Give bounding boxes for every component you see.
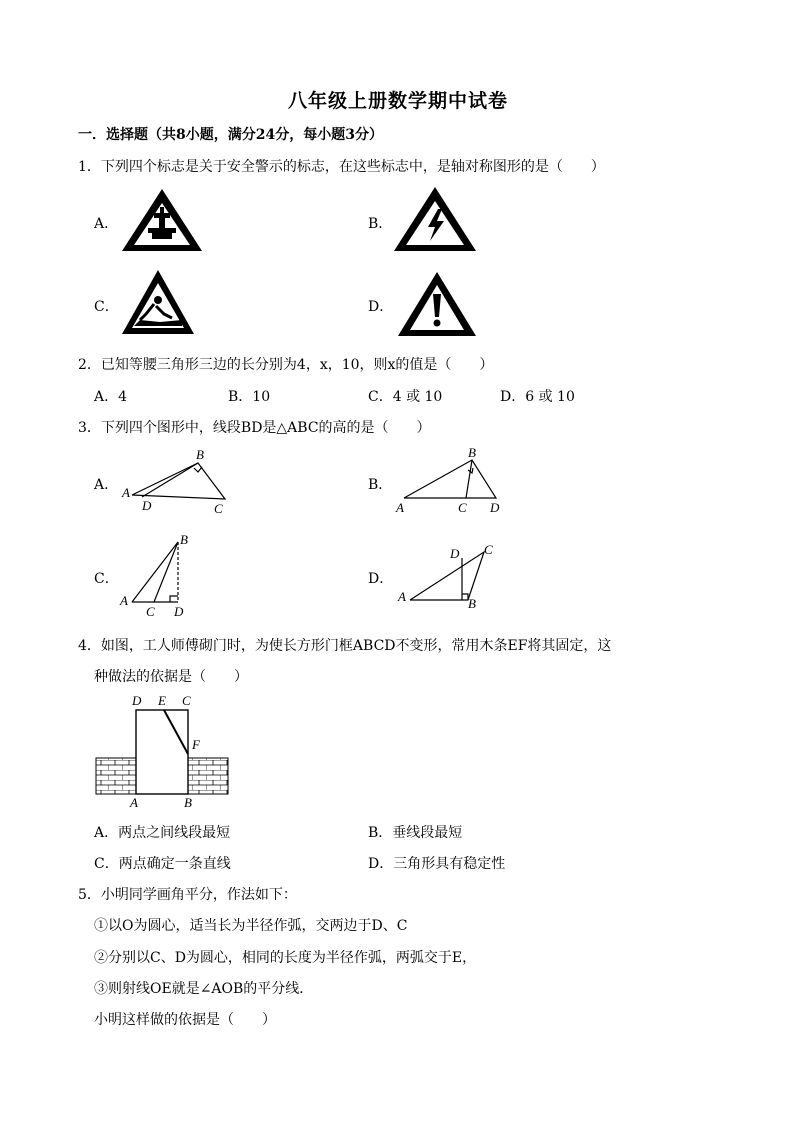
q4-option-c: C．两点确定一条直线 bbox=[94, 856, 231, 872]
point-label-a: A bbox=[396, 500, 404, 515]
q4-option-d: D．三角形具有稳定性 bbox=[368, 856, 506, 872]
point-label-e: E bbox=[158, 693, 166, 708]
q2-option-d: D．6 或 10 bbox=[500, 389, 575, 405]
q5-step-2: ②分别以C、D为圆心，相同的长度为半径作弧，两弧交于E， bbox=[94, 950, 477, 966]
point-label-b: B bbox=[468, 445, 476, 460]
q1-option-d-label: D． bbox=[368, 299, 394, 315]
point-label-b: B bbox=[184, 795, 192, 810]
q2-option-c: C．4 或 10 bbox=[368, 389, 443, 405]
q4-option-a: A．两点之间线段最短 bbox=[94, 825, 231, 841]
point-label-d: D bbox=[450, 546, 460, 561]
q1-option-a-sign bbox=[120, 185, 204, 255]
q3-option-c-label: C． bbox=[94, 571, 119, 587]
q3-option-d-label: D． bbox=[368, 571, 394, 587]
q4-option-b: B．垂线段最短 bbox=[368, 825, 463, 841]
point-label-c: C bbox=[458, 500, 467, 515]
q3-option-b-label: B． bbox=[368, 477, 393, 493]
q5-step-1: ①以O为圆心，适当长为半径作弧，交两边于D、C bbox=[94, 918, 408, 934]
point-label-c: C bbox=[484, 542, 493, 557]
point-label-b: B bbox=[196, 447, 204, 462]
q5-question: 小明这样做的依据是（ ） bbox=[94, 1012, 276, 1028]
point-label-c: C bbox=[182, 693, 191, 708]
point-label-b: B bbox=[468, 596, 476, 611]
point-label-a: A bbox=[398, 589, 406, 604]
q3-figure-d bbox=[394, 538, 504, 612]
point-label-c: C bbox=[146, 604, 155, 619]
point-label-a: A bbox=[120, 593, 128, 608]
point-label-d: D bbox=[490, 500, 500, 515]
page-title: 八年级上册数学期中试卷 bbox=[288, 90, 509, 112]
q1-option-b-label: B． bbox=[368, 216, 393, 232]
q4-door-frame-figure bbox=[94, 690, 234, 810]
q3-option-a-label: A． bbox=[94, 477, 119, 493]
question-4-stem-line-1: 4．如图，工人师傅砌门时，为使长方形门框ABCD不变形，常用木条EF将其固定，这 bbox=[78, 638, 612, 654]
point-label-d: D bbox=[142, 498, 152, 513]
q3-figure-b bbox=[392, 446, 512, 516]
question-3-stem: 3．下列四个图形中，线段BD是△ABC的高的是（ ） bbox=[78, 420, 431, 436]
point-label-f: F bbox=[192, 737, 200, 752]
q1-option-a-label: A． bbox=[94, 216, 119, 232]
section-heading: 一．选择题（共8小题，满分24分，每小题3分） bbox=[78, 127, 383, 143]
q2-option-a: A．4 bbox=[94, 389, 128, 405]
q1-option-c-sign bbox=[120, 268, 196, 338]
question-4-stem-line-2: 种做法的依据是（ ） bbox=[94, 669, 248, 685]
point-label-d: D bbox=[132, 693, 142, 708]
point-label-b: B bbox=[180, 532, 188, 547]
q1-option-c-label: C． bbox=[94, 299, 119, 315]
point-label-a: A bbox=[130, 795, 138, 810]
q3-figure-c bbox=[118, 534, 208, 618]
point-label-a: A bbox=[122, 485, 130, 500]
question-2-stem: 2．已知等腰三角形三边的长分别为4，x，10，则x的值是（ ） bbox=[78, 357, 494, 373]
point-label-c: C bbox=[214, 501, 223, 516]
q1-option-b-sign bbox=[392, 185, 478, 255]
q3-figure-a bbox=[118, 446, 228, 516]
q2-option-b: B．10 bbox=[228, 389, 271, 405]
q1-option-d-sign bbox=[396, 270, 478, 340]
question-5-stem: 5．小明同学画角平分，作法如下： bbox=[78, 887, 297, 903]
point-label-d: D bbox=[174, 604, 184, 619]
q5-step-3: ③则射线OE就是∠AOB的平分线． bbox=[94, 981, 314, 997]
question-1-stem: 1．下列四个标志是关于安全警示的标志，在这些标志中，是轴对称图形的是（ ） bbox=[78, 159, 605, 175]
